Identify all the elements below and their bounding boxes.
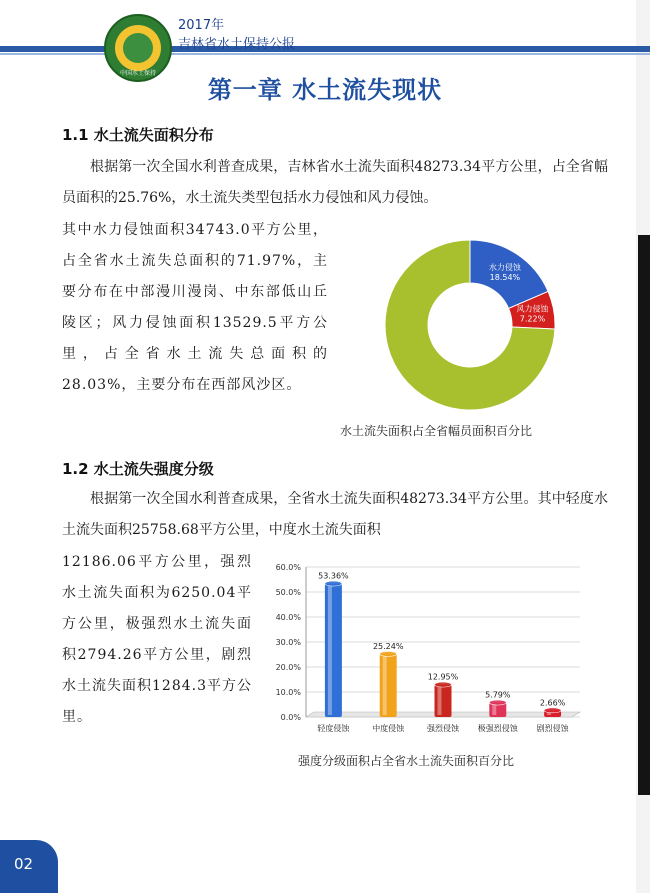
header-band-light bbox=[0, 53, 650, 55]
bar bbox=[380, 654, 397, 717]
x-category-label: 剧烈侵蚀 bbox=[536, 724, 569, 733]
chapter-title: 第一章 水土流失现状 bbox=[207, 76, 443, 104]
bar-value-label: 12.95% bbox=[427, 672, 459, 682]
bar-value-label: 5.79% bbox=[485, 690, 511, 700]
scan-shadow bbox=[638, 235, 650, 795]
bar-cap bbox=[544, 708, 561, 713]
report-year: 2017年 bbox=[178, 18, 225, 33]
x-category-label: 轻度侵蚀 bbox=[317, 724, 350, 733]
bar-value-label: 2.66% bbox=[539, 698, 566, 708]
bar-chart bbox=[262, 555, 592, 745]
y-tick-label: 0.0% bbox=[280, 713, 301, 722]
y-tick-label: 20.0% bbox=[275, 663, 301, 672]
header-band bbox=[0, 46, 650, 52]
bar-cap bbox=[435, 682, 452, 687]
x-category-label: 中度侵蚀 bbox=[372, 724, 405, 733]
bar-cap bbox=[489, 700, 506, 705]
section-heading-1: 1.1 水土流失面积分布 bbox=[62, 126, 214, 144]
y-tick-label: 60.0% bbox=[275, 563, 301, 572]
bar-caption: 强度分级面积占全省水土流失面积百分比 bbox=[298, 754, 515, 768]
x-category-label: 强烈侵蚀 bbox=[427, 724, 459, 733]
section-heading-2: 1.2 水土流失强度分级 bbox=[62, 460, 214, 478]
section1-paragraph-wrap: 其中水力侵蚀面积34743.0平方公里，占全省水土流失总面积的71.97%，主要分布在中部漫川漫岗、中东部低山丘陵区；风力侵蚀面积13529.5平方公里，占全省水土流失总面积的28.03%，主要分布在西部风沙区。 bbox=[62, 222, 328, 393]
y-tick-label: 30.0% bbox=[275, 638, 301, 647]
emblem-core bbox=[123, 33, 153, 63]
section1-paragraph: 根据第一次全国水利普查成果，吉林省水土流失面积48273.34平方公里，占全省幅员面积的25.76%，水土流失类型包括水力侵蚀和风力侵蚀。 bbox=[62, 159, 608, 206]
bar-highlight bbox=[383, 656, 387, 715]
donut-value-wind: 7.22% bbox=[519, 314, 546, 324]
donut-chart bbox=[365, 230, 565, 420]
donut-value-water: 18.54% bbox=[489, 272, 521, 282]
bar-highlight bbox=[492, 705, 496, 715]
report-title: 吉林省水土保持公报 bbox=[178, 37, 296, 52]
page-number: 02 bbox=[14, 855, 34, 873]
y-tick-label: 50.0% bbox=[275, 588, 301, 597]
bar bbox=[325, 584, 342, 717]
y-tick-label: 40.0% bbox=[275, 613, 301, 622]
donut-label-water: 水力侵蚀 bbox=[488, 262, 521, 272]
bar-value-label: 53.36% bbox=[318, 571, 349, 581]
bar bbox=[435, 685, 452, 717]
donut-label-wind: 风力侵蚀 bbox=[516, 304, 549, 314]
x-category-label: 极强烈侵蚀 bbox=[477, 724, 518, 733]
bar-highlight bbox=[328, 586, 332, 715]
emblem-ring bbox=[115, 25, 161, 71]
bar-cap bbox=[380, 651, 397, 656]
logo-text: 中国水土保持 bbox=[119, 70, 156, 77]
bar-value-label: 25.24% bbox=[372, 641, 404, 651]
bar-highlight bbox=[438, 687, 442, 715]
section2-paragraph-wrap: 12186.06平方公里，强烈水土流失面积为6250.04平方公里，极强烈水土流失面积2794.26平方公里，剧烈水土流失面积1284.3平方公里。 bbox=[62, 554, 252, 725]
bar-cap bbox=[325, 581, 342, 586]
y-tick-label: 10.0% bbox=[275, 688, 301, 697]
donut-caption: 水土流失面积占全省幅员面积百分比 bbox=[340, 424, 533, 438]
section2-paragraph: 根据第一次全国水利普查成果，全省水土流失面积48273.34平方公里。其中轻度水土流失面积25758.68平方公里，中度水土流失面积 bbox=[62, 491, 608, 538]
